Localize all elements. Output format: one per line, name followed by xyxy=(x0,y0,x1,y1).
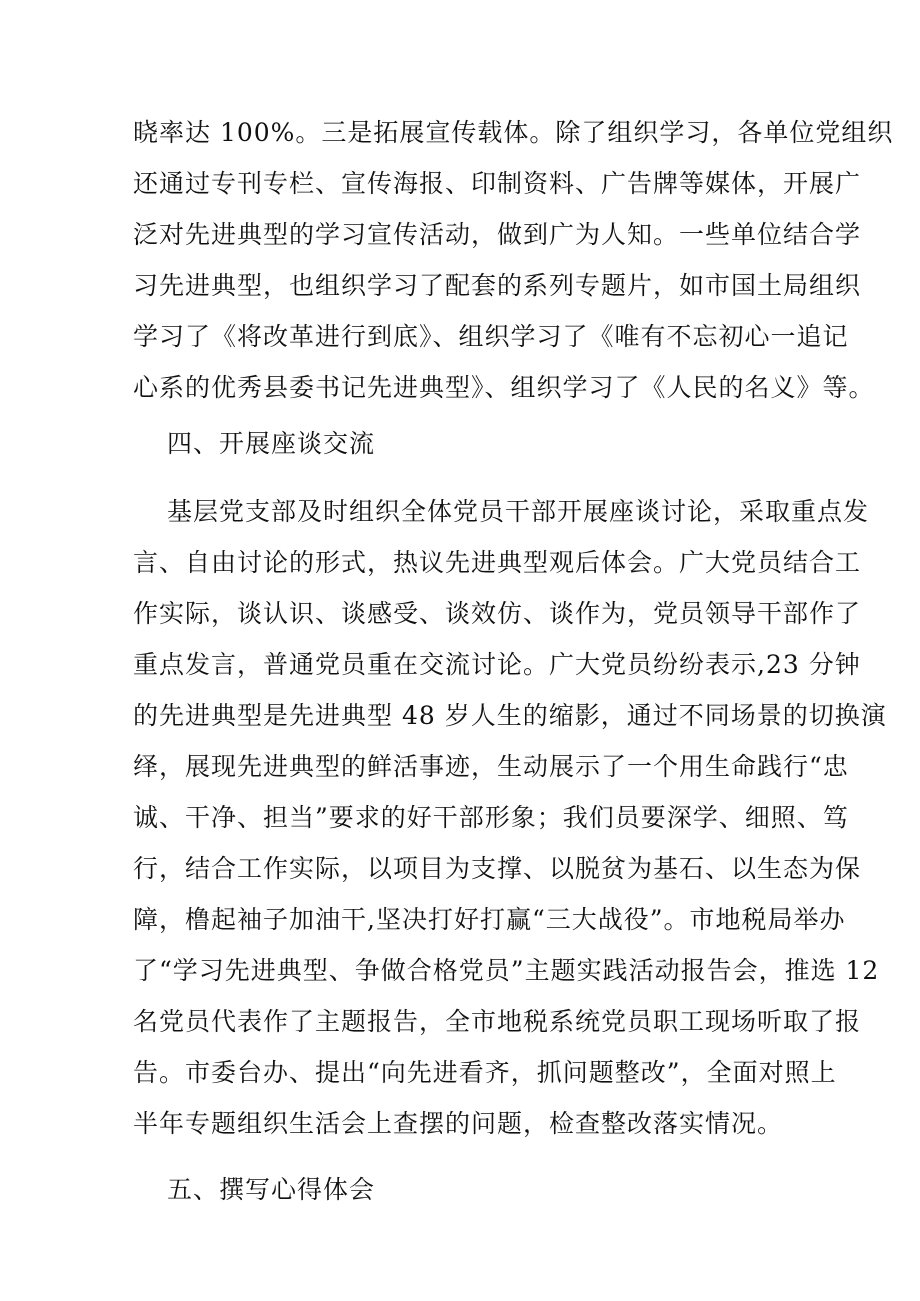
paragraph-2-line-4: 重点发言，普通党员重在交流讨论。广大党员纷纷表示,23 分钟 xyxy=(133,650,861,679)
paragraph-2-line-13: 半年专题组织生活会上查摆的问题，检查整改落实情况。 xyxy=(133,1109,784,1138)
paragraph-2-line-2: 言、自由讨论的形式，热议先进典型观后体会。广大党员结合工 xyxy=(133,548,862,577)
paragraph-2-line-5: 的先进典型是先进典型 48 岁人生的缩影，通过不同场景的切换演 xyxy=(133,701,887,730)
paragraph-2-line-1: 基层党支部及时组织全体党员干部开展座谈讨论，采取重点发 xyxy=(167,497,870,526)
paragraph-1-line-6: 心系的优秀县委书记先进典型》、组织学习了《人民的名义》等。 xyxy=(133,373,875,402)
paragraph-1-line-3: 泛对先进典型的学习宣传活动，做到广为人知。一些单位结合学 xyxy=(133,220,862,249)
section-heading-5: 五、撰写心得体会 xyxy=(167,1175,376,1204)
paragraph-2-line-9: 障，橹起袖子加油干,坚决打好打赢“三大战役”。市地税局举办 xyxy=(133,905,846,934)
paragraph-2-line-7: 诚、干净、担当”要求的好干部形象；我们员要深学、细照、笃 xyxy=(133,803,849,832)
paragraph-2-line-6: 绎，展现先进典型的鲜活事迹，生动展示了一个用生命践行“忠 xyxy=(133,752,849,781)
paragraph-2-line-8: 行，结合工作实际，以项目为支撑、以脱贫为基石、以生态为保 xyxy=(133,854,862,883)
paragraph-1-line-4: 习先进典型，也组织学习了配套的系列专题片，如市国土局组织 xyxy=(133,271,862,300)
paragraph-2-line-12: 告。市委台办、提出“向先进看齐，抓问题整改”，全面对照上 xyxy=(133,1058,837,1087)
paragraph-2-line-3: 作实际，谈认识、谈感受、谈效仿、谈作为，党员领导干部作了 xyxy=(133,599,862,628)
section-heading-4: 四、开展座谈交流 xyxy=(167,429,376,458)
paragraph-2-line-11: 名党员代表作了主题报告，全市地税系统党员职工现场听取了报 xyxy=(133,1007,862,1036)
paragraph-1-line-1: 晓率达 100%。三是拓展宣传载体。除了组织学习，各单位党组织 xyxy=(133,118,894,147)
paragraph-2-line-10: 了“学习先进典型、争做合格党员”主题实践活动报告会，推选 12 xyxy=(133,956,880,985)
paragraph-1-line-5: 学习了《将改革进行到底》、组织学习了《唯有不忘初心一追记 xyxy=(133,322,849,351)
paragraph-1-line-2: 还通过专刊专栏、宣传海报、印制资料、广告牌等媒体，开展广 xyxy=(133,169,862,198)
